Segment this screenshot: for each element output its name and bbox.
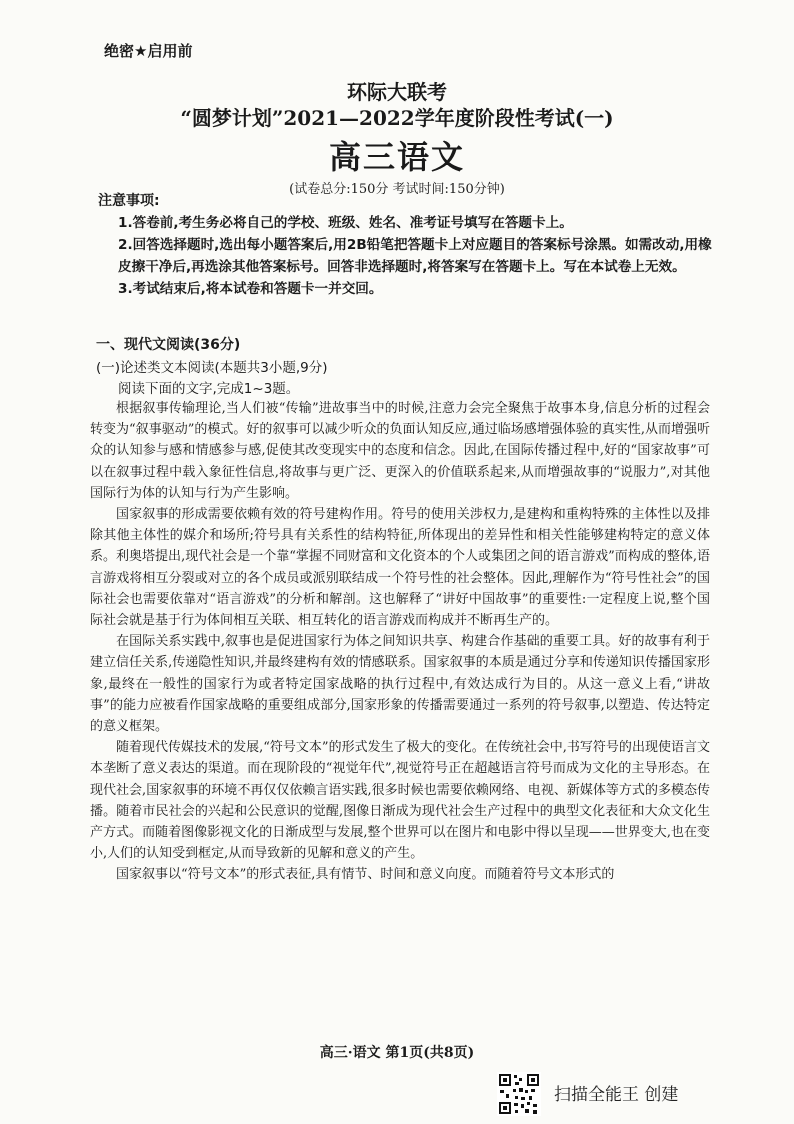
- passage-paragraph: 国家叙事以“符号文本”的形式表征,具有情节、时间和意义向度。而随着符号文本形式的: [116, 867, 615, 883]
- passage-paragraph: 根据叙事传输理论,当人们被“传输”进故事当中的时候,注意力会完全聚焦于故事本身,信息分析的过程会转变为“叙事驱动”的模式。好的叙事可以减少听众的负面认知反应,通过临场感增强体验的真实性,从而增强听众的认知参与感和情感参与感,促使其改变现实中的态度和信念。因此,在国际传播过程中,好的“国家故事”可以在叙事过程中载入象征性信息,将故事与更广泛、更深入的价值联系起来,从而增强故事的“说服力”,对其他国际行为体的认知与行为产生影响。: [90, 401, 710, 501]
- secret-label: 绝密★启用前: [104, 42, 193, 60]
- notice-item: 2.回答选择题时,选出每小题答案后,用2B铅笔把答题卡上对应题目的答案标号涂黑。如需改动,用橡皮擦干净后,再选涂其他答案标号。回答非选择题时,将答案写在答题卡上。写在本试卷上无效。: [118, 237, 712, 275]
- qr-code-icon: [497, 1072, 541, 1116]
- subsection-title: (一)论述类文本阅读(本题共3小题,9分): [96, 360, 328, 376]
- scanner-watermark: 扫描全能王 创建: [554, 1085, 679, 1105]
- notice-item: 3.考试结束后,将本试卷和答题卡一并交回。: [118, 281, 383, 297]
- page-footer: 高三·语文 第1页(共8页): [319, 1045, 475, 1061]
- passage-paragraph: 国家叙事的形成需要依赖有效的符号建构作用。符号的使用关涉权力,是建构和重构特殊的主体性以及排除其他主体性的媒介和场所;符号具有关系性的结构特征,所体现出的差异性和相关性能够建构特定的意义体系。利奥塔提出,现代社会是一个靠“掌握不同财富和文化资本的个人或集团之间的语言游戏”而构成的整体,语言游戏将相互分裂或对立的各个成员或派别联结成一个符号性的社会整体。因此,理解作为“符号性社会”的国际社会也需要依靠对“语言游戏”的分析和解剖。这也解释了“讲好中国故事”的重要性:一定程度上说,整个国际社会就是基于行为体间相互关联、相互转化的语言游戏而构成并不断再生产的。: [90, 507, 710, 629]
- section-title: 一、现代文阅读(36分): [96, 337, 241, 353]
- exam-org: 环际大联考: [347, 80, 447, 104]
- reading-passage: [90, 398, 710, 886]
- notice-heading: 注意事项:: [98, 193, 160, 209]
- passage-paragraph: 在国际关系实践中,叙事也是促进国家行为体之间知识共享、构建合作基础的重要工具。好的故事有利于建立信任关系,传递隐性知识,并最终建构有效的情感联系。国家叙事的本质是通过分享和传递知识传播国家形象,最终在一般性的国家行为或者特定国家战略的执行过程中,有效达成行为目的。从这一意义上看,“讲故事”的能力应被看作国家战略的重要组成部分,国家形象的传播需要通过一系列的符号叙事,以塑造、传达特定的意义框架。: [90, 634, 710, 735]
- passage-paragraph: 随着现代传媒技术的发展,“符号文本”的形式发生了极大的变化。在传统社会中,书写符号的出现使语言文本垄断了意义表达的渠道。而在现阶段的“视觉年代”,视觉符号正在超越语言符号而成为文化的主导形态。在现代社会,国家叙事的环境不再仅仅依赖言语实践,很多时候也需要依赖网络、电视、新媒体等方式的多模态传播。随着市民社会的兴起和公民意识的觉醒,图像日渐成为现代社会生产过程中的典型文化表征和大众文化生产方式。而随着图像影视文化的日渐成型与发展,整个世界可以在图片和电影中得以呈现——世界变大,也在变小,人们的认知受到框定,从而导致新的见解和意义的产生。: [90, 740, 710, 862]
- exam-meta: (试卷总分:150分 考试时间:150分钟): [289, 182, 505, 197]
- notice-list: [118, 212, 718, 300]
- reading-instruction: 阅读下面的文字,完成1~3题。: [118, 381, 300, 397]
- notice-item: 1.答卷前,考生务必将自己的学校、班级、姓名、准考证号填写在答题卡上。: [118, 215, 573, 231]
- exam-name: “圆梦计划”2021—2022学年度阶段性考试(一): [180, 106, 614, 130]
- subject-title: 高三语文: [328, 138, 465, 176]
